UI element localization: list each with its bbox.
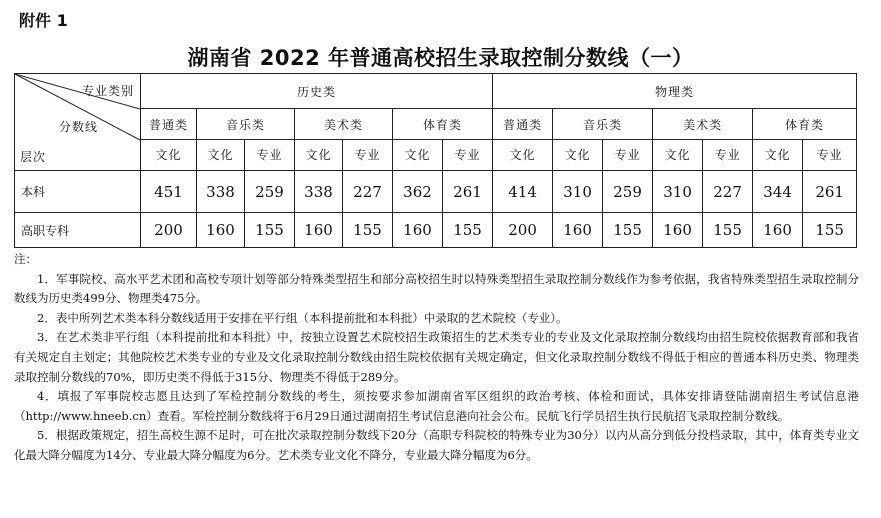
part-header: 文化: [553, 139, 603, 170]
note-item: 5．根据政策规定，招生高校生源不足时，可在批次录取控制分数线下20分（高职专科院校的特殊专业为30分）以内从高分到低分投档录取，其中，体育类专业文化最大降分幅度为14分、专业最大降分幅度为6分。艺术类专业文化不降分，专业最大降分幅度为6分。: [14, 428, 859, 462]
part-header: 文化: [141, 139, 197, 170]
corner-category-label: 专业类别: [81, 84, 134, 98]
score-cell: 310: [653, 171, 703, 213]
notes-label: 注：: [14, 252, 37, 266]
score-cell: 362: [393, 171, 443, 213]
score-cell: 160: [197, 213, 245, 248]
part-header: 文化: [197, 139, 245, 170]
page-title: 湖南省 2022 年普通高校招生录取控制分数线（一）: [187, 46, 694, 70]
subject-header: 美术类: [295, 109, 393, 139]
score-cell: 261: [443, 171, 493, 213]
attachment-label: 附件 1: [19, 11, 68, 30]
score-cell: 200: [141, 213, 197, 248]
note-item: 2．表中所列艺术类本科分数线适用于安排在平行组（本科提前批和本科批）中录取的艺术院校（专业）。: [37, 310, 568, 325]
score-cell: 200: [493, 213, 553, 248]
header-corner-cell: [15, 74, 141, 171]
group-physics-header: 物理类: [493, 74, 857, 109]
score-cell: 259: [245, 171, 295, 213]
part-header: 文化: [493, 139, 553, 170]
note-item: 4．填报了军事院校志愿且达到了军检控制分数线的考生，须按要求参加湖南省军区组织的政治考核、体检和面试，具体安排请登陆湖南招生考试信息港（http://www.hneeb.cn）查看。军检控制分数线将于6月29日通过湖南招生考试信息港向社会公布。民航飞行学员招生执行民航招飞录取控制分数线。: [14, 389, 859, 423]
subject-header: 美术类: [653, 109, 753, 139]
score-cell: 155: [703, 213, 753, 248]
score-cell: 344: [753, 171, 803, 213]
part-header: 文化: [295, 139, 343, 170]
notes-section: [14, 250, 859, 466]
subject-header: 普通类: [493, 109, 553, 139]
note-item: 3．在艺术类非平行组（本科提前批和本科批）中，按独立设置艺术院校招生政策招生的艺术类专业的专业及文化录取控制分数线均由招生院校依据教育部和我省有关规定自主划定；其他院校艺术类专业的专业及文化录取控制分数线由招生院校依据有关规定确定，但文化录取控制分数线不得低于相应的普通本科历史类、物理类录取控制分数线的70%，即历史类不得低于315分、物理类不得低于289分。: [14, 330, 859, 384]
score-cell: 155: [803, 213, 857, 248]
table-row: [15, 171, 857, 213]
score-cell: 155: [443, 213, 493, 248]
score-cell: 160: [295, 213, 343, 248]
part-header: 文化: [393, 139, 443, 170]
subject-header: 音乐类: [197, 109, 295, 139]
group-history-header: 历史类: [141, 74, 493, 109]
subject-header: 体育类: [393, 109, 493, 139]
corner-level-label: 层次: [20, 150, 47, 164]
part-header: 专业: [443, 139, 493, 170]
part-header: 专业: [343, 139, 393, 170]
note-item: 1．军事院校、高水平艺术团和高校专项计划等部分特殊类型招生和部分高校招生时以特殊类型招生录取控制分数线作为参考依据，我省特殊类型招生录取控制分数线为历史类499分、物理类475分。: [14, 271, 859, 306]
row-label: 本科: [15, 171, 141, 213]
score-cell: 160: [753, 213, 803, 248]
score-cell: 227: [703, 171, 753, 213]
part-header: 文化: [653, 139, 703, 170]
score-table: [14, 73, 857, 248]
part-header: 专业: [245, 139, 295, 170]
subject-header: 音乐类: [553, 109, 653, 139]
corner-score-line-label: 分数线: [59, 120, 99, 134]
subject-header: 体育类: [753, 109, 857, 139]
score-cell: 451: [141, 171, 197, 213]
score-cell: 227: [343, 171, 393, 213]
part-header: 专业: [603, 139, 653, 170]
score-cell: 261: [803, 171, 857, 213]
row-label: 高职专科: [15, 213, 141, 248]
table-row: [15, 213, 857, 248]
score-cell: 155: [603, 213, 653, 248]
score-cell: 155: [245, 213, 295, 248]
part-header: 文化: [753, 139, 803, 170]
score-cell: 414: [493, 171, 553, 213]
subject-header: 普通类: [141, 109, 197, 139]
score-cell: 160: [553, 213, 603, 248]
score-cell: 155: [343, 213, 393, 248]
score-cell: 310: [553, 171, 603, 213]
score-cell: 338: [197, 171, 245, 213]
part-header: 专业: [803, 139, 857, 170]
score-cell: 259: [603, 171, 653, 213]
part-header: 专业: [703, 139, 753, 170]
score-cell: 338: [295, 171, 343, 213]
score-cell: 160: [653, 213, 703, 248]
score-cell: 160: [393, 213, 443, 248]
